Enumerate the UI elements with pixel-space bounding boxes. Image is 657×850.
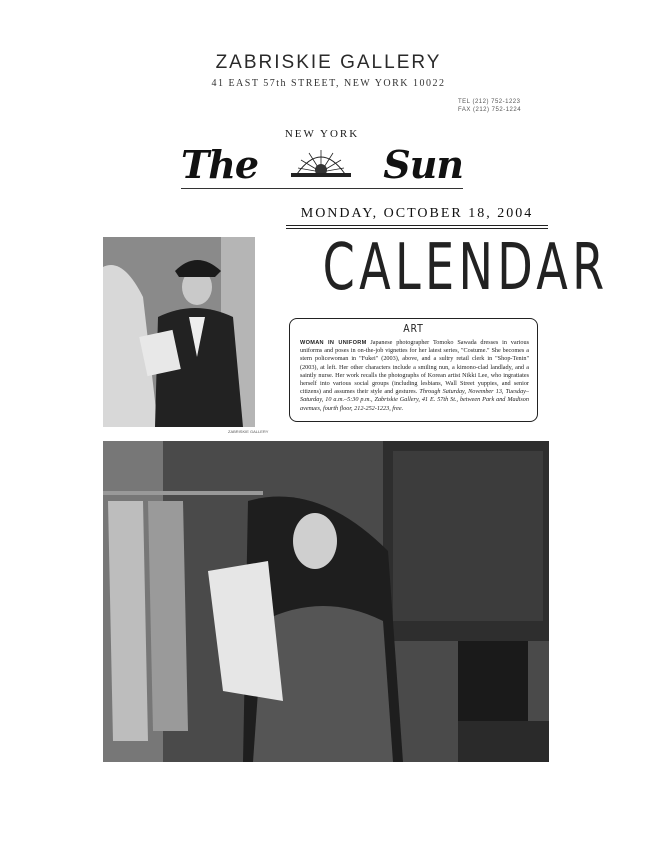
gallery-fax: FAX (212) 752-1224 xyxy=(458,107,522,113)
policewoman-photo xyxy=(103,237,255,427)
date-rule xyxy=(286,225,548,226)
date-line: MONDAY, OCTOBER 18, 2004 xyxy=(300,206,534,221)
masthead-rule xyxy=(181,188,463,189)
gallery-address: 41 EAST 57th STREET, NEW YORK 10022 xyxy=(211,78,446,89)
shop-clerk-photo-art xyxy=(103,441,549,762)
art-listing: Through Saturday, November 13, Tuesday–Saturday, 10 a.m.–5:30 p.m., Zabriskie Gallery, 41 E. 57th St., between Park and Madison avenues, fourth floor, 212-252-1223, free. xyxy=(300,388,530,412)
masthead-new-york: NEW YORK xyxy=(284,128,360,140)
policewoman-photo-art xyxy=(103,237,255,427)
shop-clerk-photo xyxy=(103,441,549,762)
gallery-contact xyxy=(458,98,521,114)
gallery-name: ZABRISKIE GALLERY xyxy=(215,52,442,73)
masthead-sun: Sun xyxy=(383,142,463,187)
art-heading: ART xyxy=(403,322,424,335)
masthead-the: The xyxy=(181,142,259,187)
art-text: Japanese photographer Tomoko Sawada dresses in various uniforms and poses in on-the-job vignettes for her latest series, "Costume." She becomes a stern policewoman in "Fukei" (2003), above, and a sultry retail clerk in "Shop-Tenin" (2003), at left. Her other characters include a smiling nun, a kimono-clad landlady, and a saintly nurse. Her work recalls the photographs of Korean artist Nikki Lee, who ingratiates herself into various social groups (including lesbians, Wall Street yuppies, and senior citizens) and assumes their style and gestures. xyxy=(300,339,529,396)
sun-emblem-icon xyxy=(289,144,353,178)
art-body xyxy=(300,339,529,413)
newspaper-masthead xyxy=(181,128,463,188)
photo-credit: ZABRISKIE GALLERY xyxy=(228,429,269,434)
art-lead: WOMAN IN UNIFORM xyxy=(300,340,367,346)
section-title: CALENDAR xyxy=(322,231,609,305)
gallery-tel: TEL (212) 752-1223 xyxy=(458,99,521,105)
art-listing-box xyxy=(289,318,538,422)
